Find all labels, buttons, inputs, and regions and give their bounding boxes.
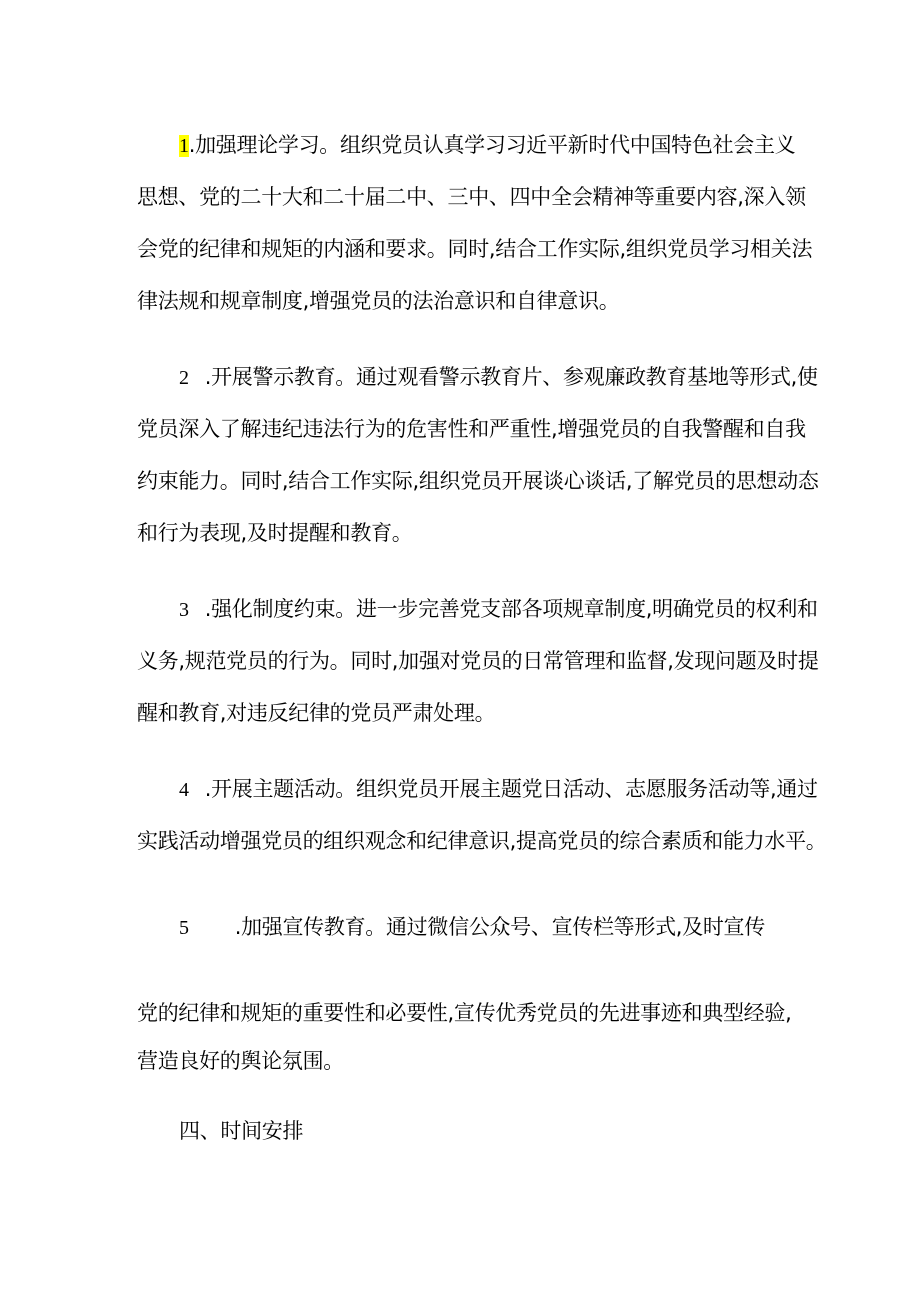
item-3-line-1 <box>179 595 818 624</box>
item-5-line-2: 党的纪律和规矩的重要性和必要性,宣传优秀党员的先进事迹和典型经验, <box>137 1001 792 1025</box>
item-4-line-2: 实践活动增强党员的组织观念和纪律意识,提高党员的综合素质和能力水平。 <box>137 829 827 853</box>
item-1-line-4: 律法规和规章制度,增强党员的法治意识和自律意识。 <box>137 289 620 313</box>
item-5-text-1: .加强宣传教育。通过微信公众号、宣传栏等形式,及时宣传 <box>234 915 765 939</box>
item-2-line-4: 和行为表现,及时提醒和教育。 <box>137 521 413 545</box>
item-3-number: 3 <box>179 599 189 621</box>
item-5-line-1 <box>179 913 765 942</box>
item-2-line-1 <box>179 363 818 392</box>
item-3-line-2: 义务,规范党员的行为。同时,加强对党员的日常管理和监督,发现问题及时提 <box>137 649 819 673</box>
item-2-line-3: 约束能力。同时,结合工作实际,组织党员开展谈心谈话,了解党员的思想动态 <box>137 469 819 493</box>
item-4-line-1 <box>179 775 818 804</box>
item-3-text-1: .强化制度约束。进一步完善党支部各项规章制度,明确党员的权利和 <box>204 597 818 621</box>
item-1-text-1: .加强理论学习。组织党员认真学习习近平新时代中国特色社会主义 <box>188 133 796 157</box>
item-1-line-3: 会党的纪律和规矩的内涵和要求。同时,结合工作实际,组织党员学习相关法 <box>137 237 813 261</box>
item-1-line-2: 思想、党的二十大和二十届二中、三中、四中全会精神等重要内容,深入领 <box>137 185 806 209</box>
item-2-text-1: .开展警示教育。通过观看警示教育片、参观廉政教育基地等形式,使 <box>204 365 818 389</box>
item-1-number: 1 <box>179 135 189 157</box>
item-2-number: 2 <box>179 367 189 389</box>
item-3-line-3: 醒和教育,对违反纪律的党员严肃处理。 <box>137 701 496 725</box>
item-4-number: 4 <box>179 779 189 801</box>
item-2-line-2: 党员深入了解违纪违法行为的危害性和严重性,增强党员的自我警醒和自我 <box>137 417 806 441</box>
item-1-line-1 <box>179 131 795 160</box>
item-5-number: 5 <box>179 917 189 939</box>
section-heading: 四、时间安排 <box>179 1119 304 1143</box>
item-5-line-3: 营造良好的舆论氛围。 <box>137 1049 344 1073</box>
item-4-text-1: .开展主题活动。组织党员开展主题党日活动、志愿服务活动等,通过 <box>204 777 818 801</box>
